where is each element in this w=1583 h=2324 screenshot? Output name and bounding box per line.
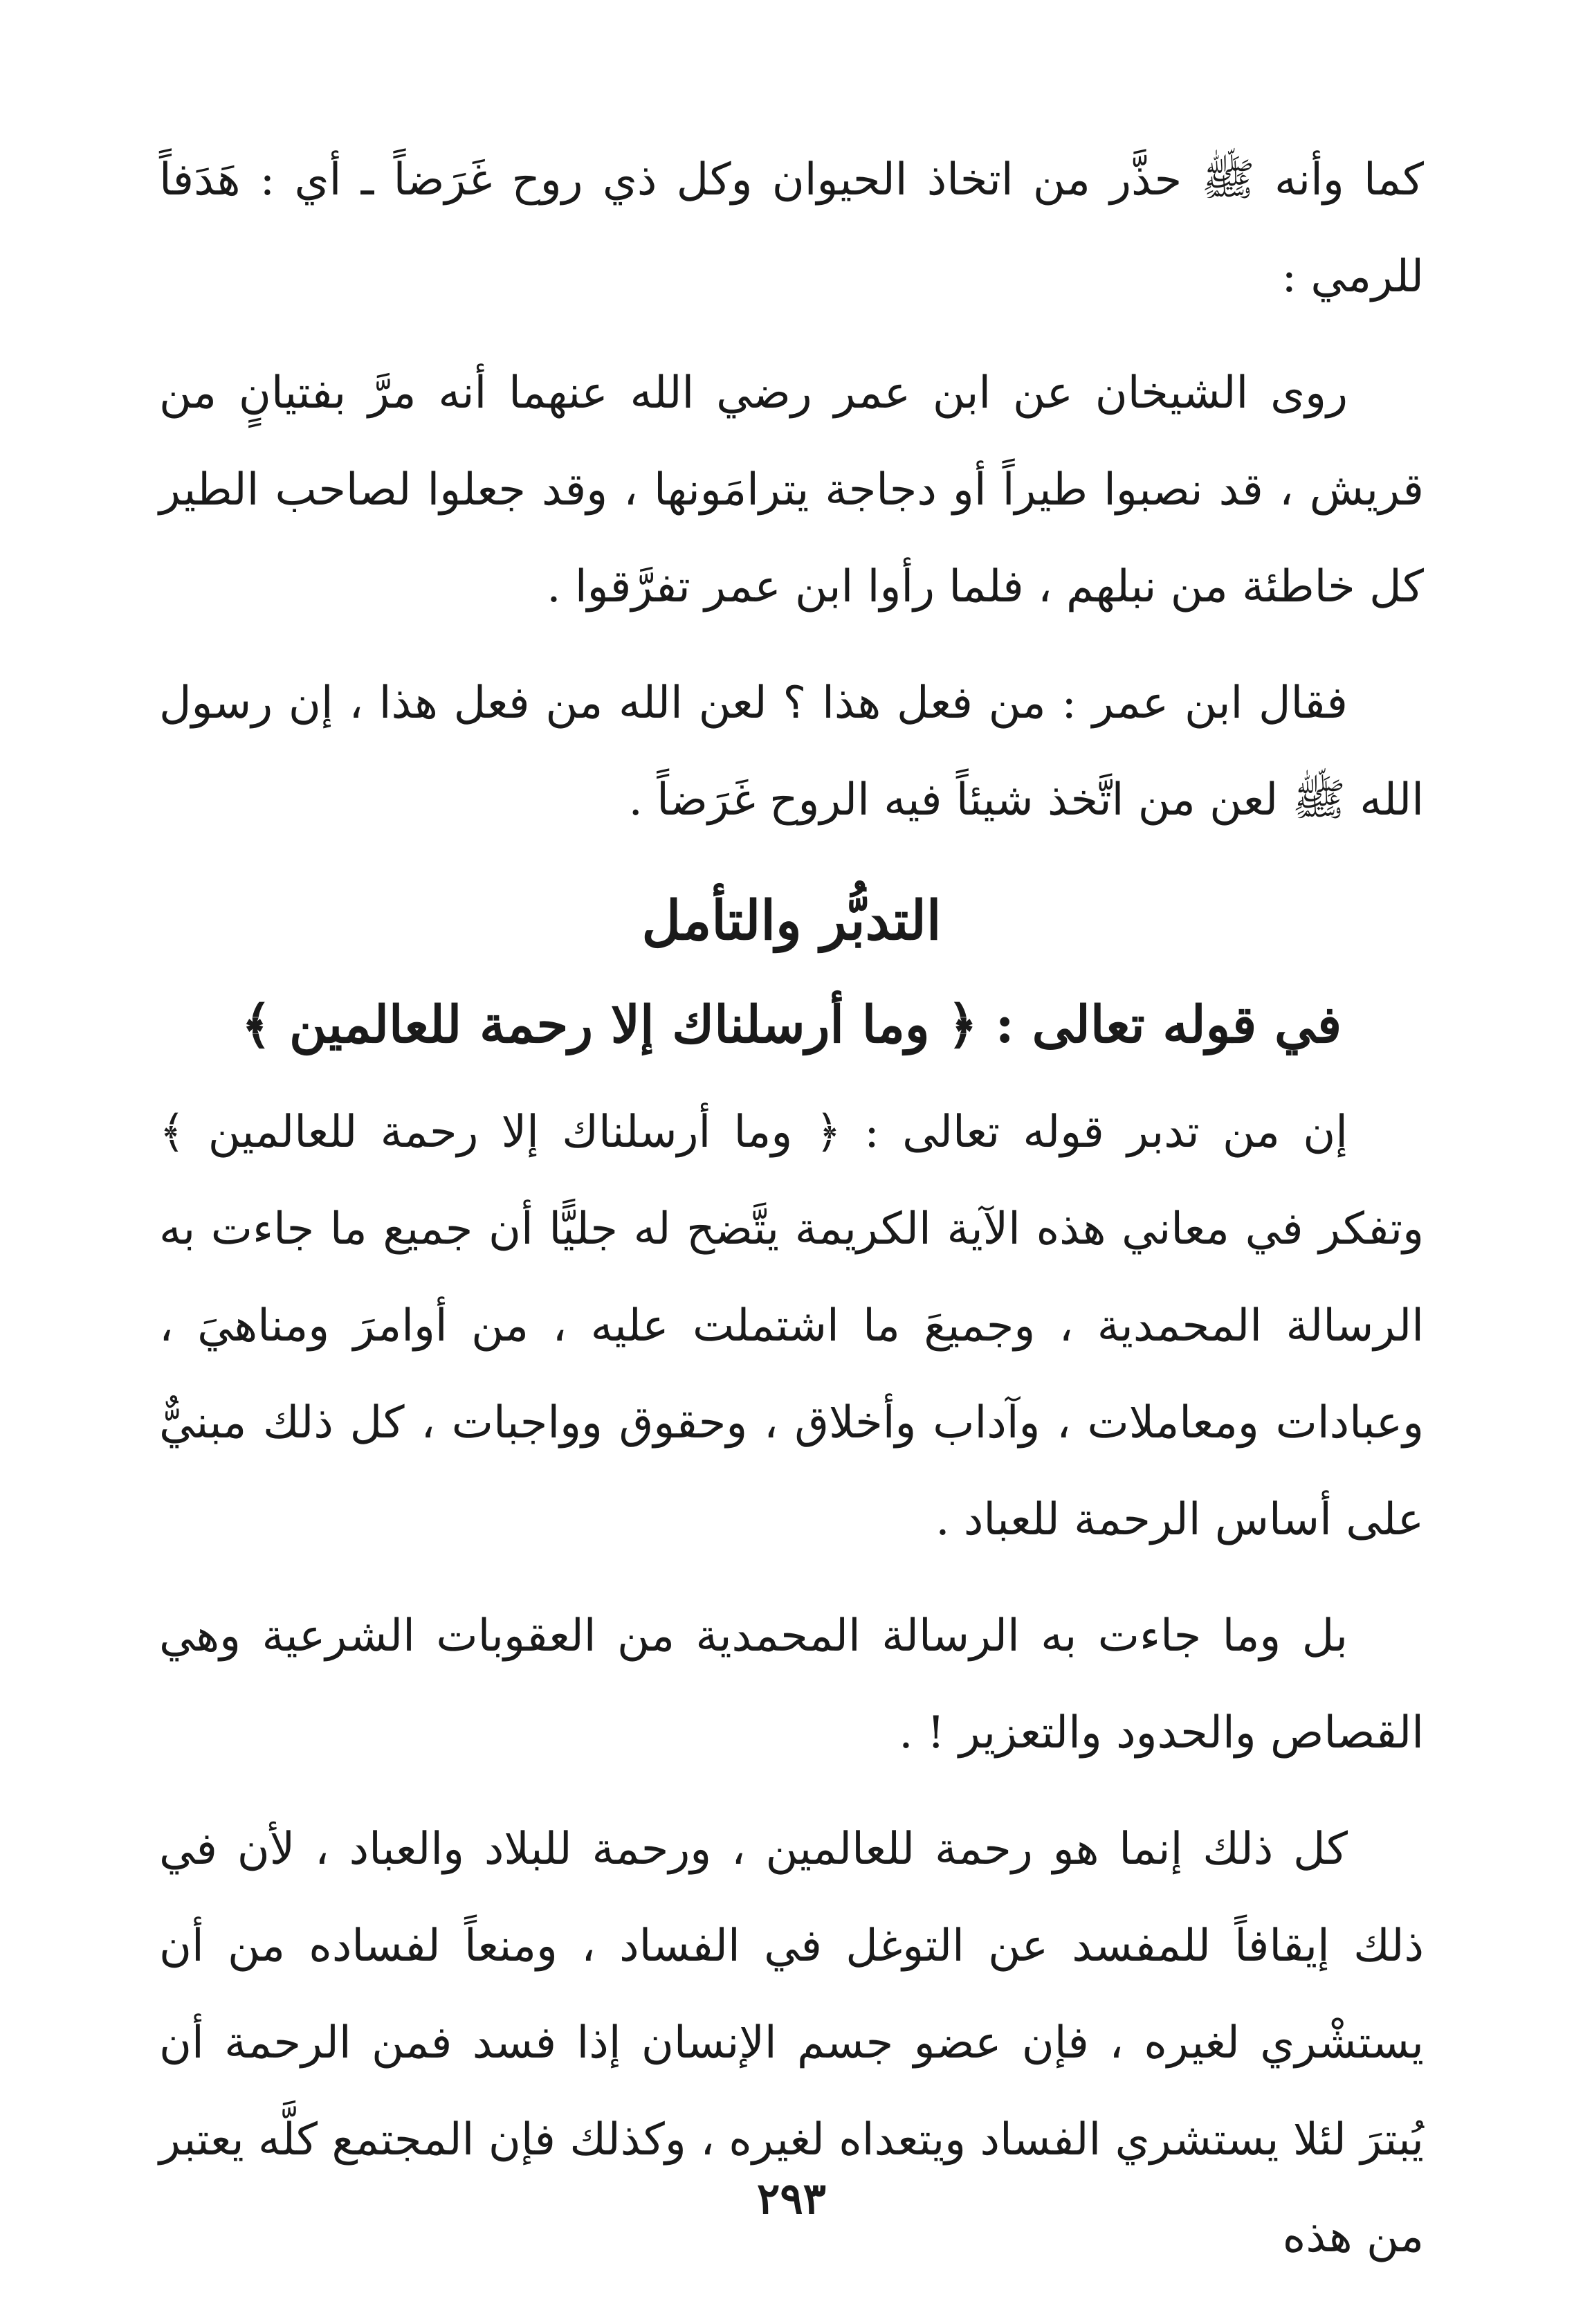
section-title: التدبُّر والتأمل (641, 889, 942, 952)
paragraph-punishments: بل وما جاءت به الرسالة المحمدية من العقوبات الشرعية وهي القصاص والحدود والتعزير ! . (159, 1610, 1424, 1759)
paragraph-gap (159, 1781, 1424, 1801)
page-number: ٢٩٣ (757, 2173, 826, 2224)
paragraph-ibn-umar-story: روى الشيخان عن ابن عمر رضي الله عنهما أنه مرَّ بفتيانٍ من قريش ، قد نصبوا طيراً أو دجاجة يترامَونها ، وقد جعلوا لصاحب الطير كل خاطئة من نبلهم ، فلما رأوا ابن عمر تفرَّقوا . (159, 367, 1425, 612)
paragraph-ibn-umar-saying: فقال ابن عمر : من فعل هذا ؟ لعن الله من فعل هذا ، إن رسول الله ﷺ لعن من اتَّخذ شيئاً فيه الروح غَرَضاً . (159, 678, 1424, 826)
paragraph-gap (159, 325, 1424, 345)
paragraph-gap (159, 635, 1424, 655)
section-subtitle: في قوله تعالى : ﴿ وما أرسلناك إلا رحمة للعالمين ﴾ (241, 995, 1342, 1055)
paragraph-mercy-explanation: كل ذلك إنما هو رحمة للعالمين ، ورحمة للبلاد والعباد ، لأن في ذلك إيقافاً للمفسد عن التوغل في الفساد ، ومنعاً لفساده من أن يستشْري لغيره ، فإن عضو جسم الإنسان إذا فسد فمن الرحمة أن يُبترَ لئلا يستشري الفساد ويتعداه لغيره ، وكذلك فإن المجتمع كلَّه يعتبر من هذه (159, 1824, 1424, 2262)
paragraph-gap (159, 1568, 1424, 1588)
paragraph-mercy-reflection: إن من تدبر قوله تعالى : ﴿ وما أرسلناك إلا رحمة للعالمين ﴾ وتفكر في معاني هذه الآية الكريمة يتَّضح له جليًّا أن جميع ما جاءت به الرسالة المحمدية ، وجميعَ ما اشتملت عليه ، من أوامرَ ومناهيَ ، وعبادات ومعاملات ، وآداب وأخلاق ، وحقوق وواجبات ، كل ذلك مبنيٌّ على أساس الرحمة للعباد . (159, 1107, 1425, 1545)
paragraph-warning-targets: كما وأنه ﷺ حذَّر من اتخاذ الحيوان وكل ذي روح غَرَضاً ـ أي : هَدَفاً للرمي : (159, 154, 1425, 302)
